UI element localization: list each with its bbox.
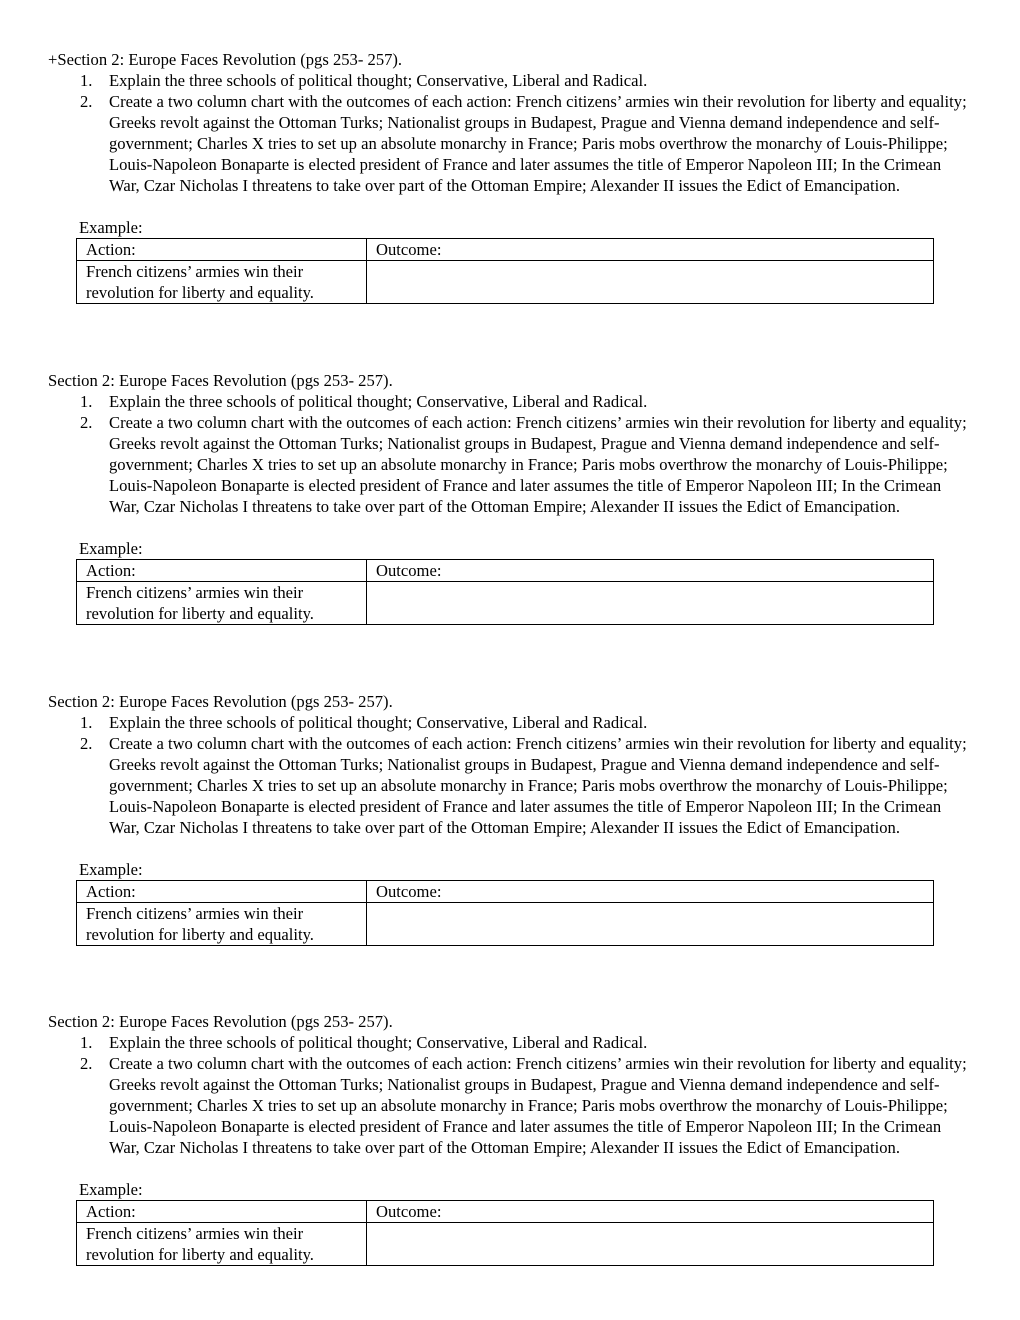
instruction-list <box>80 70 970 196</box>
action-outcome-table <box>76 559 934 625</box>
header-outcome: Outcome: <box>367 881 934 903</box>
example-label: Example: <box>79 539 143 558</box>
cell-action: French citizens’ armies win their revolution for liberty and equality. <box>77 903 367 946</box>
list-item <box>80 70 970 91</box>
list-item <box>80 391 970 412</box>
instruction-list <box>80 391 970 517</box>
cell-outcome <box>367 903 934 946</box>
table-header-row <box>77 239 934 261</box>
list-item-text: Explain the three schools of political thought; Conservative, Liberal and Radical. <box>109 1033 648 1052</box>
cell-outcome <box>367 1223 934 1266</box>
table-header-row <box>77 1201 934 1223</box>
header-outcome: Outcome: <box>367 1201 934 1223</box>
list-number: 2. <box>80 413 93 432</box>
header-outcome: Outcome: <box>367 560 934 582</box>
table-row <box>77 582 934 625</box>
list-number: 1. <box>80 71 93 90</box>
list-number: 1. <box>80 392 93 411</box>
header-action: Action: <box>77 881 367 903</box>
list-item <box>80 91 970 196</box>
list-item <box>80 1032 970 1053</box>
section-title: Section 2: Europe Faces Revolution (pgs 253- 257). <box>48 692 393 711</box>
instruction-list <box>80 1032 970 1158</box>
table-row <box>77 261 934 304</box>
section-title: +Section 2: Europe Faces Revolution (pgs 253- 257). <box>48 50 403 69</box>
cell-action: French citizens’ armies win their revolution for liberty and equality. <box>77 1223 367 1266</box>
list-item-text: Create a two column chart with the outcomes of each action: French citizens’ armies win their revolution for liberty and equality; Greeks revolt against the Ottoman Turks; Nationalist groups in Budapest, Prague and Vienna demand independence and self-government; Charles X tries to set up an absolute monarchy in France; Paris mobs overthrow the monarchy of Louis-Philippe; Louis-Napoleon Bonaparte is elected president of France and later assumes the title of Emperor Napoleon III; In the Crimean War, Czar Nicholas I threatens to take over part of the Ottoman Empire; Alexander II issues the Edict of Emancipation. <box>109 1054 967 1157</box>
action-outcome-table <box>76 880 934 946</box>
example-label: Example: <box>79 860 143 879</box>
action-outcome-table <box>76 238 934 304</box>
list-item-text: Explain the three schools of political thought; Conservative, Liberal and Radical. <box>109 71 648 90</box>
list-item-text: Explain the three schools of political thought; Conservative, Liberal and Radical. <box>109 392 648 411</box>
cell-outcome <box>367 261 934 304</box>
list-number: 2. <box>80 734 93 753</box>
action-outcome-table <box>76 1200 934 1266</box>
section-title: Section 2: Europe Faces Revolution (pgs 253- 257). <box>48 371 393 390</box>
cell-outcome <box>367 582 934 625</box>
header-action: Action: <box>77 239 367 261</box>
list-number: 1. <box>80 1033 93 1052</box>
example-label: Example: <box>79 1180 143 1199</box>
list-item <box>80 1053 970 1158</box>
header-action: Action: <box>77 1201 367 1223</box>
list-item-text: Create a two column chart with the outcomes of each action: French citizens’ armies win their revolution for liberty and equality; Greeks revolt against the Ottoman Turks; Nationalist groups in Budapest, Prague and Vienna demand independence and self-government; Charles X tries to set up an absolute monarchy in France; Paris mobs overthrow the monarchy of Louis-Philippe; Louis-Napoleon Bonaparte is elected president of France and later assumes the title of Emperor Napoleon III; In the Crimean War, Czar Nicholas I threatens to take over part of the Ottoman Empire; Alexander II issues the Edict of Emancipation. <box>109 413 967 516</box>
list-item <box>80 733 970 838</box>
header-action: Action: <box>77 560 367 582</box>
instruction-list <box>80 712 970 838</box>
list-number: 1. <box>80 713 93 732</box>
table-row <box>77 903 934 946</box>
cell-action: French citizens’ armies win their revolution for liberty and equality. <box>77 261 367 304</box>
list-item-text: Create a two column chart with the outcomes of each action: French citizens’ armies win their revolution for liberty and equality; Greeks revolt against the Ottoman Turks; Nationalist groups in Budapest, Prague and Vienna demand independence and self-government; Charles X tries to set up an absolute monarchy in France; Paris mobs overthrow the monarchy of Louis-Philippe; Louis-Napoleon Bonaparte is elected president of France and later assumes the title of Emperor Napoleon III; In the Crimean War, Czar Nicholas I threatens to take over part of the Ottoman Empire; Alexander II issues the Edict of Emancipation. <box>109 734 967 837</box>
section-title: Section 2: Europe Faces Revolution (pgs 253- 257). <box>48 1012 393 1031</box>
header-outcome: Outcome: <box>367 239 934 261</box>
example-label: Example: <box>79 218 143 237</box>
list-item <box>80 412 970 517</box>
table-row <box>77 1223 934 1266</box>
cell-action: French citizens’ armies win their revolution for liberty and equality. <box>77 582 367 625</box>
table-header-row <box>77 560 934 582</box>
table-header-row <box>77 881 934 903</box>
list-item-text: Explain the three schools of political thought; Conservative, Liberal and Radical. <box>109 713 648 732</box>
list-number: 2. <box>80 92 93 111</box>
list-number: 2. <box>80 1054 93 1073</box>
list-item-text: Create a two column chart with the outcomes of each action: French citizens’ armies win their revolution for liberty and equality; Greeks revolt against the Ottoman Turks; Nationalist groups in Budapest, Prague and Vienna demand independence and self-government; Charles X tries to set up an absolute monarchy in France; Paris mobs overthrow the monarchy of Louis-Philippe; Louis-Napoleon Bonaparte is elected president of France and later assumes the title of Emperor Napoleon III; In the Crimean War, Czar Nicholas I threatens to take over part of the Ottoman Empire; Alexander II issues the Edict of Emancipation. <box>109 92 967 195</box>
list-item <box>80 712 970 733</box>
